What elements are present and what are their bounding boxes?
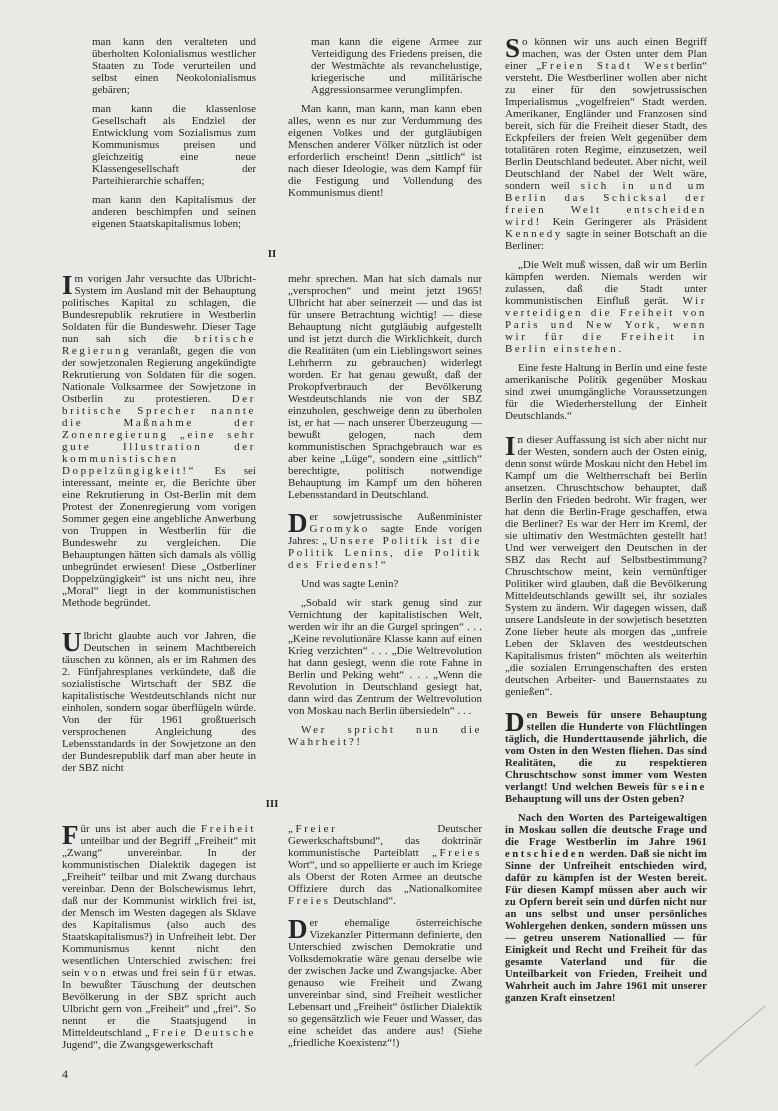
paragraph bbox=[288, 914, 482, 1049]
paragraph bbox=[505, 431, 707, 698]
spaced-emphasis-text: seine bbox=[671, 782, 707, 793]
spaced-emphasis-text: „Freies bbox=[432, 847, 482, 859]
spaced-emphasis-text: „Unsere Politik ist die Politik Lenins, die Politik des Friedens!“ bbox=[288, 535, 482, 571]
spaced-emphasis-text: Gromyko bbox=[309, 523, 370, 535]
text-run: Nach den Worten des Parteigewaltigen in Moskau sollen die deutsche Frage und die Frage Westberlin im Jahre 1961 bbox=[505, 813, 707, 848]
text-run: mehr sprechen. Man hat sich damals nur „versprochen“ und meint jetzt 1965! Ulbricht hat aber seinerzeit — und das ist für unsere Betrachtung wichtig! — diese Behauptung nicht gutgläubig aufgestellt und ist jetzt durch die Wirklichkeit, durch die Realitäten (um ein Lieblingswort seines Lehrherrn zu gebrauchen) widerlegt worden. Er hat genau gewußt, daß der Prokopfverbrauch der Bevölkerung Westdeutschlands nie von der SBZ einzuholen, geschweige denn zu überholen ist, er hat — nach unserer Überzeugung — bewußt gelogen, nach dem kommunistischen Sprachgebrauch war es aber keine „Lüge“, sondern eine „sittlich“ berechtigte, politisch notwendige Behauptung im Kampf um den höheren Lebensstandard in Deutschland. bbox=[288, 273, 482, 501]
text-run: er ehemalige österreichische Vizekanzler Pittermann definierte, den Unterschied zwischen Demokratie und Volksdemokratie wäre genau derselbe wie der zwischen Jacke und Zwangsjacke. Aber genauso wie Freiheit und Zwang unvereinbar sind, sind Freiheit westlicher Lebensart und „Freiheit“ östlicher Dialektik so gegensätzlich wie Feuer und Wasser, das eine scheidet das andere aus! (Siehe „friedliche Koexistenz“!) bbox=[288, 917, 482, 1049]
drop-cap: D bbox=[288, 508, 308, 538]
text-run: ür uns ist aber auch die bbox=[80, 823, 201, 835]
text-run: unteilbar und der Begriff „Freiheit“ mit „Zwang“ unvereinbar. In der kommunistischen Dialektik dagegen ist „Freiheit“ teilbar und mit Zwang durchaus vereinbar. Denn der Bolschewismus lehrt, daß nur der Kommunist wirklich frei ist, der Mensch im Westen dagegen als Sklave des Kapitalismus (also auch des Staatskapitalismus?) in Unfreiheit lebt. Der Kommunismus kennt nicht den wesentlichen Unterschied zwischen: frei sein bbox=[62, 835, 256, 979]
text-run: man kann die eigene Armee zur Verteidigung des Friedens preisen, die der Westmächte als revanchelustige, kriegerische und militärische Aggressionsarmee verunglimpfen. bbox=[311, 36, 482, 96]
paragraph bbox=[311, 36, 482, 96]
section-ii bbox=[62, 270, 482, 781]
text-run: sagte in seiner Botschaft an die Berliner: bbox=[505, 228, 707, 252]
section-ii-middle-column bbox=[288, 273, 482, 755]
drop-cap: I bbox=[505, 431, 516, 461]
paragraph bbox=[288, 508, 482, 571]
paragraph bbox=[92, 36, 256, 96]
text-run: Kein Geringerer als Präsident bbox=[541, 216, 707, 228]
scan-scratch-mark bbox=[690, 1001, 770, 1071]
paragraph bbox=[288, 724, 482, 748]
paragraph bbox=[62, 627, 256, 774]
text-run: er sowjetrussische Außenminister bbox=[309, 511, 482, 523]
spaced-emphasis-text: für bbox=[203, 967, 225, 979]
text-run: Eine feste Haltung in Berlin und eine feste amerikanische Politik gegenüber Moskau sind zwei unumgängliche Voraussetzungen für die Wiederherstellung der Einheit Deutschlands.“ bbox=[505, 362, 707, 422]
paragraph bbox=[505, 362, 707, 422]
text-run: „Sobald wir stark genug sind zur Vernichtung der kapitalistischen Welt, werden wir ihr an die Gurgel springen“ . . . „Keine revolutionäre Klasse kann auf einen Krieg verzichten“ . . . „Die Weltrevolution hat dann gesiegt, wenn die rote Fahne in Berlin und Peking weht“ . . . „Wenn die Revolution in Deutschland gesiegt hat, dann wird das Zentrum der Weltrevolution von Moskau nach Berlin übersiedeln“ . . . bbox=[288, 597, 482, 717]
spaced-emphasis-text: britische Regierung bbox=[62, 333, 256, 357]
text-run: Jugend“, die Zwangsgewerkschaft bbox=[62, 1039, 214, 1051]
text-run: Es sei interessant, meinte er, die Berichte über eine Rekrutierung in Ost-Berlin mit dem Protest der Zonenregierung vom vorigen Sommer gegen eine angebliche Anwerbung von Truppen in Westberlin für die Bundeswehr zu vergleichen. Die Behauptungen hätten sich damals als völlig unbegründet erwiesen! Diese „Ostberliner Doppelzüngigkeit“ ist uns nicht neu, ihre „Moral“ liegt in der kommunistischen Methode begründet. bbox=[62, 465, 256, 609]
spaced-emphasis-text: „Freier bbox=[288, 823, 338, 835]
top-middle-column bbox=[288, 36, 482, 206]
drop-cap: U bbox=[62, 627, 82, 657]
drop-cap: S bbox=[505, 33, 521, 63]
right-column bbox=[505, 33, 707, 1012]
paragraph bbox=[62, 270, 256, 609]
text-run: etwas. In bewußter Täuschung der deutschen Bevölkerung in der SBZ spricht auch Ulbricht gern von „Freiheit“ und „frei“. So nennt er die Staatsjugend in Mitteldeutschland bbox=[62, 967, 256, 1039]
spaced-emphasis-text: Freien Stadt West bbox=[541, 60, 677, 72]
paragraph bbox=[505, 259, 707, 355]
text-run: sagte Ende vorigen Jahres: bbox=[288, 523, 482, 547]
bold-paragraph bbox=[505, 813, 707, 1005]
text-run: m vorigen Jahr versuchte das Ulbricht-System im Ausland mit der Behauptung politisches Kapital zu schlagen, die Bundesrepublik rekrutiere in Westberlin Soldaten für die Bundeswehr. Dieser Tage nun sah sich die bbox=[62, 273, 256, 345]
spaced-emphasis-text: von bbox=[83, 967, 109, 979]
spaced-emphasis-text: sich in und um Berlin das Schicksal der freien Welt entscheiden wird! bbox=[505, 180, 707, 228]
text-run: berlin“ versteht. Die Westberliner wollen aber nicht zu einer für den sowjetrussischen Imperialismus „vogelfreien“ Stadt werden. Amerikaner, Engländer und Franzosen sind bereit, sich für die Freiheit dieser Stadt, des Eckpfeilers der freien Welt gegenüber dem totalitären roten Regime, einzusetzen, weil Berlin Deutschland bedeutet. Aber nicht, weil Deutschland der Nabel der Welt wäre, sondern weil bbox=[505, 60, 707, 192]
text-run: man kann die klassenlose Gesellschaft als Endziel der Entwicklung vom Sozialismus zum Kommunismus preisen und gleichzeitig eine neue Klassengesellschaft der Parteihierarchie schaffen; bbox=[92, 103, 256, 187]
left-area bbox=[62, 36, 482, 1081]
text-run: Deutschland“. bbox=[330, 895, 396, 907]
spaced-emphasis-text: Wir verteidigen die Freiheit von Paris und New York, wenn wir für die Freiheit in Berlin einstehen. bbox=[505, 295, 707, 355]
text-run: n dieser Auffassung ist sich aber nicht nur der Westen, sondern auch der Osten einig, denn sonst würde Moskau nicht den Hebel im Kampf um die Weltherrschaft bei Berlin ansetzen. Chruschtschow behauptet, daß Berlin den Frieden bedroht. Wir fragen, wer hat denn die Berlin-Frage geschaffen, etwa die Berliner? Es war der Herr im Kreml, der sie ultimativ den Westmächten gestellt hat! Und wer verweigert den Deutschen in der SBZ das Recht auf Selbstbestimmung? Chruschtschow meint, kein vernünftiger Politiker wird glauben, daß die Bevölkerung Mitteldeutschlands gewillt sei, ihr soziales System zu ändern. Wir dagegen wissen, daß unsere Landsleute in der sowjetisch besetzten Zone lieber heute als morgen das „unfreie Leben der Sklaven des westdeutschen Kapitalismus fristen“ möchten als weiterhin „die sozialen Errungenschaften des ersten deutschen Arbeiter- und Bauernstaates zu genießen“. bbox=[505, 434, 707, 698]
bold-paragraph bbox=[505, 707, 707, 806]
paragraph bbox=[288, 273, 482, 501]
text-run: Behauptung will uns der Osten geben? bbox=[505, 794, 685, 805]
paragraph bbox=[92, 194, 256, 230]
spaced-emphasis-text: Wer spricht nun die Wahrheit?! bbox=[288, 724, 482, 748]
drop-cap: I bbox=[62, 270, 73, 300]
spaced-emphasis-text: Freiheit bbox=[200, 823, 256, 835]
text-run: „Die Welt muß wissen, daß wir um Berlin kämpfen werden. Niemals werden wir zulassen, daß die Stadt unter kommunistischen Einfluß gerät. bbox=[505, 259, 707, 307]
text-run: Man kann, man kann, man kann eben alles, wenn es nur zur Verdummung des eigenen Volkes und der gutgläubigen Menschen anderer Völker nützlich ist oder erforderlich erscheint! Denn „sittlich“ ist nach dieser Ideologie, was dem Kampf für die Festigung und Vollendung des Kommunismus dient! bbox=[288, 103, 482, 199]
spaced-emphasis-text: Freies bbox=[288, 895, 331, 907]
paragraph bbox=[288, 823, 482, 907]
section-mark-iii: III bbox=[265, 798, 279, 810]
paragraph bbox=[288, 578, 482, 590]
section-mark-ii: II bbox=[267, 248, 277, 260]
section-ii-left-column bbox=[62, 270, 256, 781]
paragraph bbox=[505, 33, 707, 252]
spaced-emphasis-text: Der britische Sprecher nannte die Maßnahme der Zonenregierung „eine sehr gute Illustration der kommunistischen Doppelzüngigkeit!“ bbox=[62, 393, 256, 477]
spaced-emphasis-text: „Freie Deutsche bbox=[145, 1027, 256, 1039]
top-block bbox=[62, 36, 482, 237]
paragraph bbox=[92, 103, 256, 187]
text-run: lbricht glaubte auch vor Jahren, die Deutschen in seinem Machtbereich täuschen zu können, als er im Rahmen des 2. Fünfjahresplanes verkündete, daß die sozialistische Wirtschaft der SBZ die kapitalistische Westdeutschlands nicht nur einholen, sondern sogar überflügeln würde. Von der für 1961 großtuerisch versprochenen Angleichung des Lebensstandards in der Sowjetzone an den der Bundesrepublik darf man aber heute in der SBZ nicht bbox=[62, 630, 256, 774]
spaced-emphasis-text: entschieden bbox=[505, 849, 587, 860]
spaced-emphasis-text: Kennedy bbox=[505, 228, 563, 240]
drop-cap: D bbox=[505, 707, 525, 737]
drop-cap: F bbox=[62, 820, 79, 850]
text-run: werden. Daß sie nicht im Sinne der Unfreiheit entschieden wird, dafür zu kämpfen ist der Westen bereit. Für diesen Kampf müssen aber auch wir zu Opfern bereit sein und dürfen nicht nur an uns selbst und unser persönliches Wohlergehen denken, sondern müssen uns — getreu unserem Nationallied — für Einigkeit und Recht und Freiheit für das gesamte Vaterland und für die Unteilbarkeit von Frieden, Freiheit und Wahrheit auch im Jahre 1961 mit unserer ganzen Kraft einsetzen! bbox=[505, 849, 707, 1004]
text-run: man kann den Kapitalismus der anderen beschimpfen und seinen eigenen Staatskapitalismus loben; bbox=[92, 194, 256, 230]
page-number: 4 bbox=[62, 1067, 68, 1081]
text-run: veranlaßt, gegen die von der sowjetzonalen Regierung angekündigte Rekrutierung von Soldaten für die sogen. Nationale Volksarmee der Sowjetzone in Ostberlin zu protestieren. bbox=[62, 345, 256, 405]
section-iii-middle-column bbox=[288, 823, 482, 1056]
section-iii-left-column bbox=[62, 820, 256, 1081]
text-run: en Beweis für unsere Behauptung stellen die Hunderte von Flüchtlingen täglich, die Hunderttausende jährlich, die vom Osten in den Westen fliehen. Das sind Realitäten, die zu respektieren Chruschtschow sonst immer vom Westen verlangt! Und welchen Beweis für bbox=[505, 710, 707, 793]
text-run: Deutscher Gewerkschaftsbund“, das doktrinär kommunistische Parteiblatt bbox=[288, 823, 482, 859]
drop-cap: D bbox=[288, 914, 308, 944]
text-run: Und was sagte Lenin? bbox=[301, 578, 399, 590]
text-run: man kann den veralteten und überholten Kolonialismus westlicher Staaten zu Tode verurteilen und selbst einen Neokolonialismus gebären; bbox=[92, 36, 256, 96]
paragraph bbox=[288, 103, 482, 199]
paragraph bbox=[288, 597, 482, 717]
section-iii bbox=[62, 820, 482, 1081]
paragraph bbox=[62, 820, 256, 1051]
text-run: o können wir uns auch einen Begriff machen, was der Osten unter dem Plan einer „ bbox=[505, 36, 707, 72]
text-run: etwas und frei sein bbox=[108, 967, 204, 979]
text-run: Wort“, und so appellierte er auch im Kriege als Oberst der Roten Armee an deutsche Offiziere durch das „Nationalkomitee bbox=[288, 859, 482, 895]
top-left-column bbox=[62, 36, 256, 237]
